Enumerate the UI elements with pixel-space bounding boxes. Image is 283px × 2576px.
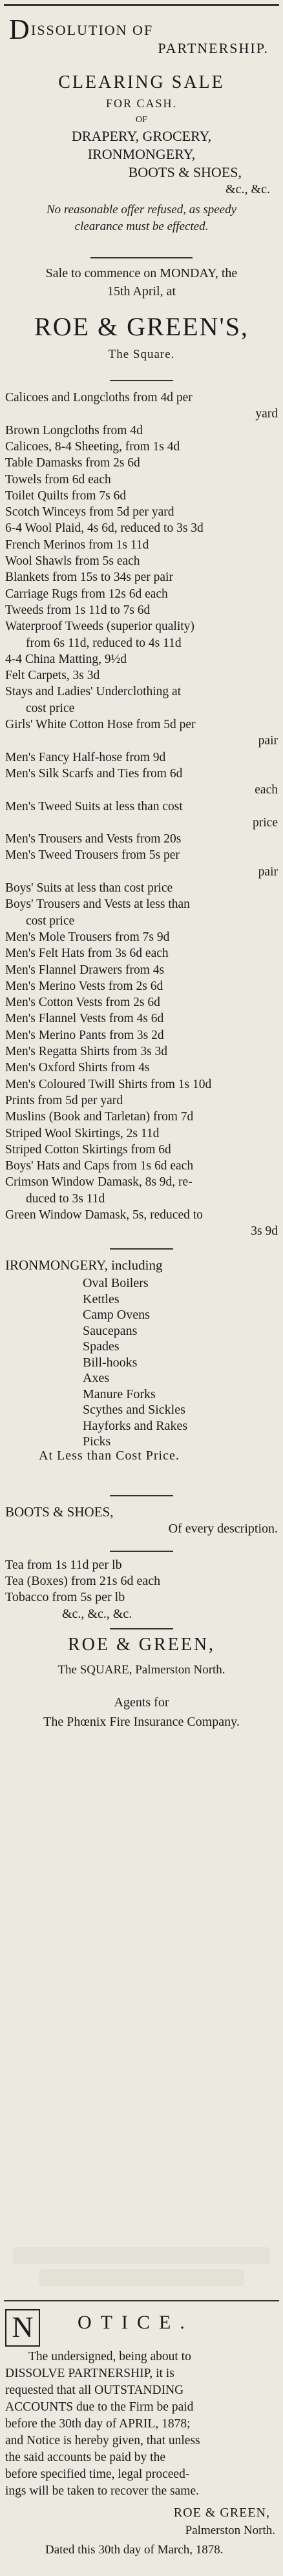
sale-line2: IRONMONGERY, xyxy=(87,146,196,162)
rule-2 xyxy=(90,257,193,258)
commence-line1: Sale to commence on MONDAY, the xyxy=(45,266,238,280)
drapery-item: pair xyxy=(258,734,278,748)
firm-name: ROE & GREEN'S, xyxy=(34,312,249,341)
ironmongery-item: Axes xyxy=(83,1371,110,1385)
notice-body-line: ACCOUNTS due to the Firm be paid xyxy=(5,2400,194,2414)
drapery-item: Calicoes, 8-4 Sheeting, from 1s 4d xyxy=(5,439,180,454)
drapery-item: Calicoes and Longcloths from 4d per xyxy=(5,391,193,404)
drapery-item: Stays and Ladies' Underclothing at xyxy=(5,685,182,699)
faded-print-band xyxy=(13,2247,270,2264)
drapery-item: Wool Shawls from 5s each xyxy=(5,554,140,568)
drapery-item: Men's Merino Pants from 3s 2d xyxy=(5,1028,164,1042)
ironmongery-item: Hayforks and Rakes xyxy=(83,1418,188,1433)
footer-address: The SQUARE, Palmerston North. xyxy=(58,1663,225,1677)
drapery-item: Carriage Rugs from 12s 6d each xyxy=(5,587,168,601)
drapery-item: Men's Felt Hats from 3s 6d each xyxy=(5,947,169,961)
drapery-item: Green Window Damask, 5s, reduced to xyxy=(5,1208,203,1222)
notice-body-line: the said accounts be paid by the xyxy=(5,2451,166,2464)
footer-agents: Agents for xyxy=(114,1695,169,1710)
sale-note2: clearance must be effected. xyxy=(74,220,209,233)
clearing-sale-block xyxy=(0,72,283,253)
drapery-item: Men's Silk Scarfs and Ties from 6d xyxy=(5,766,183,780)
drapery-item: Men's Merino Vests from 2s 6d xyxy=(5,979,163,993)
top-rule xyxy=(4,4,279,6)
drapery-item: Striped Cotton Skirtings from 6d xyxy=(5,1142,171,1157)
drapery-item: cost price xyxy=(26,701,75,715)
drapery-item: Towels from 6d each xyxy=(5,472,111,487)
drapery-item: yard xyxy=(255,407,278,421)
drapery-item: Men's Fancy Half-hose from 9d xyxy=(5,750,166,764)
drapery-item: Prints from 5d per yard xyxy=(5,1093,123,1107)
notice-body-line: The undersigned, being about to xyxy=(28,2350,191,2363)
rule-6 xyxy=(110,1551,173,1552)
drapery-item: Blankets from 15s to 34s per pair xyxy=(5,571,173,585)
rule-4 xyxy=(110,1248,173,1250)
sale-commence xyxy=(0,266,283,305)
ironmongery-item: Oval Boilers xyxy=(83,1276,149,1290)
notice-place: Palmerston North. xyxy=(185,2524,275,2537)
sale-etc: &c., &c. xyxy=(225,182,270,196)
drapery-item: Men's Oxford Shirts from 4s xyxy=(5,1061,150,1075)
drapery-item: Men's Mole Trousers from 7s 9d xyxy=(5,930,170,944)
ironmongery-item: Bill-hooks xyxy=(83,1355,138,1370)
sale-note1: No reasonable offer refused, as speedy xyxy=(46,203,237,216)
dissolution-line1: ISSOLUTION OF xyxy=(31,22,154,38)
dissolution-heading xyxy=(0,14,283,72)
drapery-item: French Merinos from 1s 11d xyxy=(5,538,149,552)
drapery-item: Crimson Window Damask, 8s 9d, re- xyxy=(5,1175,193,1189)
drapery-item: from 6s 11d, reduced to 4s 11d xyxy=(26,636,182,650)
notice-heading: OTICE. xyxy=(78,2312,194,2333)
firm-heading xyxy=(0,311,283,370)
drapery-item: Men's Flannel Vests from 4s 6d xyxy=(5,1012,164,1026)
grocery-etc: &c., &c., &c. xyxy=(62,1607,132,1621)
drapery-item: Tweeds from 1s 11d to 7s 6d xyxy=(5,603,151,617)
drapery-item: Men's Tweed Suits at less than cost xyxy=(5,799,183,813)
drapery-list xyxy=(0,390,283,1241)
notice-section xyxy=(0,2307,283,2571)
drapery-item: Girls' White Cotton Hose from 5d per xyxy=(5,718,196,731)
drapery-item: duced to 3s 11d xyxy=(26,1191,105,1206)
dissolution-line2: PARTNERSHIP. xyxy=(158,40,269,56)
drapery-item: Boys' Hats and Caps from 1s 6d each xyxy=(5,1159,194,1173)
footer-company: The Phœnix Fire Insurance Company. xyxy=(43,1715,240,1729)
ironmongery-section xyxy=(0,1257,283,1485)
drapery-item: 6-4 Wool Plaid, 4s 6d, reduced to 3s 3d xyxy=(5,521,204,536)
ironmongery-item: Manure Forks xyxy=(83,1387,156,1401)
notice-body-line: and Notice is hereby given, that unless xyxy=(5,2434,200,2447)
grocery-item: Tobacco from 5s per lb xyxy=(5,1590,125,1604)
notice-body-line: before specified time, legal proceed- xyxy=(5,2467,190,2481)
footer-firm: ROE & GREEN, xyxy=(67,1635,216,1655)
ironmongery-item: Picks xyxy=(83,1434,111,1449)
drapery-item: Table Damasks from 2s 6d xyxy=(5,456,140,470)
sale-title: CLEARING SALE xyxy=(58,72,225,92)
drapery-item: Striped Wool Skirtings, 2s 11d xyxy=(5,1126,160,1140)
ironmongery-item: Spades xyxy=(83,1339,120,1354)
ironmongery-item: Camp Ovens xyxy=(83,1308,150,1322)
drapery-item: 4-4 China Matting, 9½d xyxy=(5,652,127,666)
ironmongery-item: Saucepans xyxy=(83,1323,138,1338)
drapery-item: Waterproof Tweeds (superior quality) xyxy=(5,620,194,634)
firm-place: The Square. xyxy=(108,348,175,361)
notice-drop-cap xyxy=(5,2309,40,2347)
drapery-item: Scotch Winceys from 5d per yard xyxy=(5,505,174,519)
notice-body-line: ings will be taken to recover the same. xyxy=(5,2484,199,2498)
ironmongery-item: Scythes and Sickles xyxy=(83,1403,185,1417)
commence-line2: 15th April, at xyxy=(107,284,176,298)
drapery-item: price xyxy=(253,815,278,830)
boots-sub: Of every description. xyxy=(168,1522,278,1536)
drapery-item: Boys' Suits at less than cost price xyxy=(5,881,173,895)
notice-initial: N xyxy=(12,2310,34,2343)
sale-line3: BOOTS & SHOES, xyxy=(128,164,242,180)
grocery-item: Tea from 1s 11d per lb xyxy=(5,1558,122,1572)
boots-heading: BOOTS & SHOES, xyxy=(5,1504,114,1520)
drapery-item: Men's Cotton Vests from 2s 6d xyxy=(5,996,160,1010)
notice-body-line: requested that all OUTSTANDING xyxy=(5,2383,184,2397)
drapery-item: Felt Carpets, 3s 3d xyxy=(5,669,100,683)
notice-date: Dated this 30th day of March, 1878. xyxy=(45,2543,224,2557)
drapery-item: Men's Regatta Shirts from 3s 3d xyxy=(5,1045,168,1058)
rule-7 xyxy=(110,1628,173,1629)
drapery-item: Toilet Quilts from 7s 6d xyxy=(5,488,127,503)
drapery-item: pair xyxy=(258,864,278,879)
drop-cap-d: D xyxy=(9,14,30,45)
drapery-item: Men's Flannel Drawers from 4s xyxy=(5,963,165,977)
drapery-item: Boys' Trousers and Vests at less than xyxy=(5,897,190,912)
grocery-item: Tea (Boxes) from 21s 6d each xyxy=(5,1574,161,1588)
drapery-item: Men's Tweed Trousers from 5s per xyxy=(5,848,180,863)
drapery-item: Men's Trousers and Vests from 20s xyxy=(5,832,182,846)
drapery-item: Muslins (Book and Tarletan) from 7d xyxy=(5,1110,194,1124)
drapery-item: cost price xyxy=(26,914,75,928)
sale-subtitle: FOR CASH. xyxy=(105,97,178,110)
faded-print-band-2 xyxy=(39,2269,244,2286)
boots-section xyxy=(0,1504,283,1543)
drapery-item: Men's Coloured Twill Shirts from 1s 10d xyxy=(5,1077,212,1091)
rule-5 xyxy=(110,1495,173,1496)
ironmongery-price-note: At Less than Cost Price. xyxy=(39,1449,180,1463)
drapery-item: 3s 9d xyxy=(251,1224,278,1239)
notice-sign: ROE & GREEN, xyxy=(173,2506,270,2520)
notice-body-line: before the 30th day of APRIL, 1878; xyxy=(5,2417,191,2431)
rule-3 xyxy=(110,380,173,381)
notice-body-line: DISSOLVE PARTNERSHIP, it is xyxy=(5,2367,174,2380)
grocery-section xyxy=(0,1557,283,1628)
sale-of: OF xyxy=(136,115,147,125)
ironmongery-item: Kettles xyxy=(83,1292,120,1306)
notice-top-rule xyxy=(4,2300,279,2301)
footer-block xyxy=(0,1635,283,1777)
sale-line1: DRAPERY, GROCERY, xyxy=(71,128,212,144)
ironmongery-heading: IRONMONGERY, including xyxy=(5,1257,163,1273)
drapery-item: each xyxy=(255,783,278,797)
drapery-item: Brown Longcloths from 4d xyxy=(5,423,143,437)
